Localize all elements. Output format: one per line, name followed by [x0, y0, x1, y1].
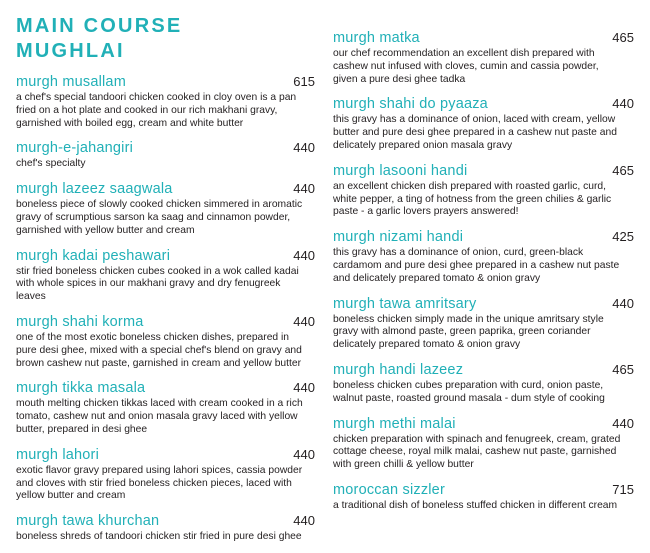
menu-item-price: 715: [612, 481, 634, 497]
menu-item-head: [16, 313, 315, 331]
menu-item-name: murgh nizami handi: [333, 229, 464, 246]
menu-item-description: an excellent chicken dish prepared with roasted garlic, curd, white pepper, a ting of hotness from the green chilies & garlic paste - a garlic lovers prayers answered!: [333, 180, 612, 218]
menu-item-name: murgh lasooni handi: [333, 162, 468, 179]
menu-item-name: murgh tawa khurchan: [16, 513, 160, 530]
menu-item-name: murgh shahi korma: [16, 313, 144, 330]
menu-item-name: murgh lahori: [16, 446, 99, 463]
menu-item-description: our chef recommendation an excellent dish prepared with cashew nut infused with cloves, cumin and cassia powder, given a pure desi ghee tadka: [333, 48, 599, 85]
menu-item-head: [16, 247, 315, 265]
menu-item-price: 615: [293, 74, 315, 89]
menu-item-name: murgh matka: [333, 30, 420, 46]
menu-item-description: this gravy has a dominance of onion, curd, green-black cardamom and pure desi ghee prepared in a cashew nut paste and delicately prepared tomato & onion gravy: [333, 247, 620, 284]
menu-item-description: chef's specialty: [16, 158, 86, 170]
menu-item: [16, 73, 315, 130]
menu-item-name: murgh shahi do pyaaza: [333, 96, 488, 113]
menu-column-right: [325, 29, 634, 522]
menu-item-price: 440: [293, 313, 315, 329]
menu-item-head: [333, 481, 634, 499]
section-title-mughlai: MUGHLAI: [16, 40, 125, 62]
menu-item: [16, 313, 315, 370]
menu-item-name: murgh methi malai: [333, 415, 456, 432]
menu-item-price: 465: [612, 361, 634, 377]
menu-item-description: boneless chicken cubes preparation with curd, onion paste, walnut paste, roasted ground masala - dum style of cooking: [333, 379, 605, 404]
menu-column-left: [16, 73, 325, 553]
menu-item: [16, 512, 315, 544]
menu-item-description: exotic flavor gravy prepared using lahori spices, cassia powder and cloves with stir fried boneless chicken pieces, laced with yellow butter and cream: [16, 464, 303, 502]
menu-item-name: moroccan sizzler: [333, 481, 445, 498]
menu-item-head: [333, 162, 634, 180]
menu-item: [333, 361, 634, 406]
menu-item: [16, 247, 315, 304]
menu-item-head: [16, 139, 315, 157]
menu-item: [333, 295, 634, 352]
menu-item-price: 440: [612, 415, 634, 431]
menu-item: [16, 379, 315, 436]
menu-item: [333, 228, 634, 285]
menu-item-name: murgh-e-jahangiri: [16, 140, 134, 157]
menu-item-name: murgh musallam: [16, 74, 126, 90]
menu-item: [333, 481, 634, 513]
menu-item-price: 440: [293, 140, 315, 156]
menu-item-price: 440: [293, 513, 315, 529]
menu-item-head: [333, 29, 634, 47]
menu-item-name: murgh kadai peshawari: [16, 247, 171, 264]
menu-item-head: [333, 95, 634, 113]
menu-item-price: 440: [612, 96, 634, 112]
section-title-main-course: MAIN COURSE: [16, 15, 183, 37]
menu-item-head: [333, 228, 634, 246]
menu-item-description: one of the most exotic boneless chicken dishes, prepared in pure desi ghee, mixed with a special chef's blend on gravy and brown cashew nut paste, garnished in cream and yellow butter: [16, 331, 302, 369]
menu-item: [333, 162, 634, 219]
menu-item-description: mouth melting chicken tikkas laced with cream cooked in a rich tomato, cashew nut and onion masala gravy laced with yellow butter, prepared in desi ghee: [16, 398, 303, 435]
menu-item-price: 440: [293, 446, 315, 462]
menu-item-description: a traditional dish of boneless stuffed chicken in different cream: [333, 499, 618, 511]
menu-item-price: 465: [612, 162, 634, 178]
menu-item-head: [16, 379, 315, 397]
menu-item-description: this gravy has a dominance of onion, laced with cream, yellow butter and pure desi ghee prepared in a cashew nut paste and delicately prepared onion masala gravy: [333, 114, 617, 151]
menu-item-price: 425: [612, 229, 634, 245]
menu-item-head: [16, 180, 315, 198]
menu-item-price: 440: [293, 181, 315, 197]
menu-item-head: [333, 295, 634, 313]
menu-item-description: chicken preparation with spinach and fenugreek, cream, grated cottage cheese, royal milk malai, cashew nut paste, garnished with green chilli & yellow butter: [333, 433, 621, 471]
menu-item-price: 440: [293, 380, 315, 396]
menu-item: [16, 180, 315, 237]
menu-item-price: 465: [612, 30, 634, 45]
menu-item: [333, 415, 634, 472]
menu-item-head: [333, 361, 634, 379]
menu-item-description: boneless shreds of tandoori chicken stir fried in pure desi ghee: [16, 531, 302, 543]
menu-item-head: [16, 73, 315, 91]
menu-item-name: murgh tikka masala: [16, 380, 146, 397]
menu-item-description: boneless piece of slowly cooked chicken simmered in aromatic gravy of scrumptious sarson ka saag and cinnamon powder, garnished with yellow butter and cream: [16, 199, 303, 236]
menu-item: [333, 95, 634, 152]
menu-item-head: [16, 512, 315, 530]
menu-item-description: a chef's special tandoori chicken cooked in cloy oven is a pan fried on a hot plate and cooked in our rich makhani gravy, garnished with boiled egg, cream and white butter: [16, 92, 297, 129]
menu-item: [16, 139, 315, 171]
menu-item-name: murgh lazeez saagwala: [16, 181, 173, 198]
menu-item: [16, 446, 315, 503]
menu-item-name: murgh tawa amritsary: [333, 295, 477, 312]
menu-item-head: [333, 415, 634, 433]
menu-item: [333, 29, 634, 86]
menu-item-description: boneless chicken simply made in the unique amritsary style gravy with almond paste, green paprika, green coriander delicately prepared tomato & onion gravy: [333, 313, 604, 351]
menu-item-description: stir fried boneless chicken cubes cooked in a wok called kadai with whole spices in our makhani gravy and dry fenugreek leaves: [16, 265, 299, 303]
menu-item-head: [16, 446, 315, 464]
menu-item-price: 440: [293, 247, 315, 263]
menu-item-name: murgh handi lazeez: [333, 361, 464, 378]
menu-item-price: 440: [612, 295, 634, 311]
